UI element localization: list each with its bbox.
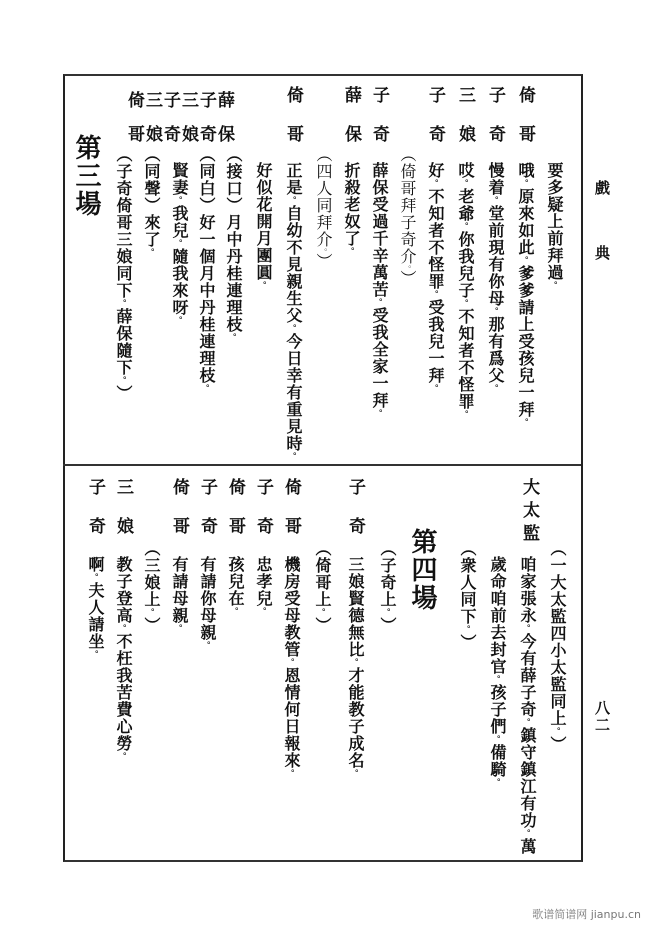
dialogue-line: 正是。自幼不見親生父。今日幸有重見時。	[284, 162, 303, 461]
stage-direction: （倚哥拜子奇介。）	[398, 146, 417, 287]
group-line: （子奇倚哥三娘同下。薛保隨下。）	[114, 146, 133, 402]
dialogue-line: 有請你母親。	[198, 556, 217, 650]
dialogue-line: 薛保受過千辛萬苦。受我全家一拜。	[370, 162, 389, 418]
continuation-line: 要多疑上前拜過。	[545, 162, 564, 290]
speaker: 子奇	[197, 478, 217, 556]
group-speaker-row2: 哥娘奇娘奇保	[128, 125, 236, 145]
dialogue-line: 咱家張永。今有薛子奇。鎮守鎮江有功。萬	[518, 556, 537, 855]
speaker: 倚哥	[281, 478, 301, 556]
speaker: 大太監	[519, 478, 539, 547]
group-speaker-row1: 倚三子三子薛	[128, 91, 236, 111]
group-line: 賢妻。我兒。隨我來呀。	[170, 162, 189, 325]
speaker: 倚哥	[169, 478, 189, 556]
group-line: （接口）月中丹桂連理枝。	[224, 146, 243, 342]
dialogue-line: 有請母親。	[170, 556, 189, 633]
section-divider	[63, 464, 581, 466]
speaker: 倚哥	[225, 478, 245, 556]
watermark: 歌谱简谱网 jianpu.cn	[532, 908, 641, 921]
speaker: 倚哥	[515, 86, 535, 164]
scene-title: 第三場	[71, 134, 101, 218]
dialogue-line: 好似花開月團圓。	[254, 162, 273, 290]
speaker: 三娘	[113, 478, 133, 556]
book-title: 戲典	[593, 180, 611, 310]
dialogue-line: 啊。夫人請坐。	[86, 556, 105, 659]
speaker: 子奇	[425, 86, 445, 164]
dialogue-line: 好。不知者不怪罪。受我兒一拜。	[426, 162, 445, 393]
dialogue-line: 三娘賢德無比。才能教子成名。	[346, 556, 365, 778]
speaker: 子奇	[85, 478, 105, 556]
dialogue-line: 歲命咱前去封官。孩子們。備騎。	[488, 556, 507, 787]
stage-direction: （衆人同下。）	[458, 540, 477, 651]
dialogue-line: 孩兒在。	[226, 556, 245, 616]
dialogue-line: 忠孝兒。	[254, 556, 273, 616]
stage-direction: （倚哥上。）	[313, 540, 332, 634]
stage-direction: （一大太監四小太監同上。）	[548, 540, 567, 753]
speaker: 薛保	[341, 86, 361, 164]
scene-title: 第四場	[407, 528, 437, 612]
dialogue-line: 折殺老奴了。	[342, 162, 361, 256]
speaker: 三娘	[455, 86, 475, 164]
speaker: 子奇	[253, 478, 273, 556]
dialogue-line: 機房受母教管。恩情何日報來。	[282, 556, 301, 778]
page-number: 八二	[593, 700, 611, 734]
speaker: 子奇	[369, 86, 389, 164]
speaker: 子奇	[345, 478, 365, 556]
group-line: （同聲）來了。	[142, 146, 161, 257]
stage-direction: （三娘上。）	[142, 540, 161, 634]
dialogue-line: 哦。原來如此。爹爹請上受孩兒一拜。	[516, 162, 535, 427]
dialogue-line: 哎。老爺。你我兒子。不知者不怪罪。	[456, 162, 475, 419]
group-line: （同白）好一個月中丹桂連理枝。	[197, 146, 216, 393]
stage-direction: （四人同拜介。）	[314, 146, 333, 270]
stage-direction: （子奇上。）	[378, 540, 397, 634]
dialogue-line: 教子登高。不枉我苦費心勞。	[114, 556, 133, 761]
speaker: 子奇	[485, 86, 505, 164]
dialogue-line: 慢着。堂前現有你母。那有爲父。	[486, 162, 505, 393]
speaker: 倚哥	[283, 86, 303, 164]
